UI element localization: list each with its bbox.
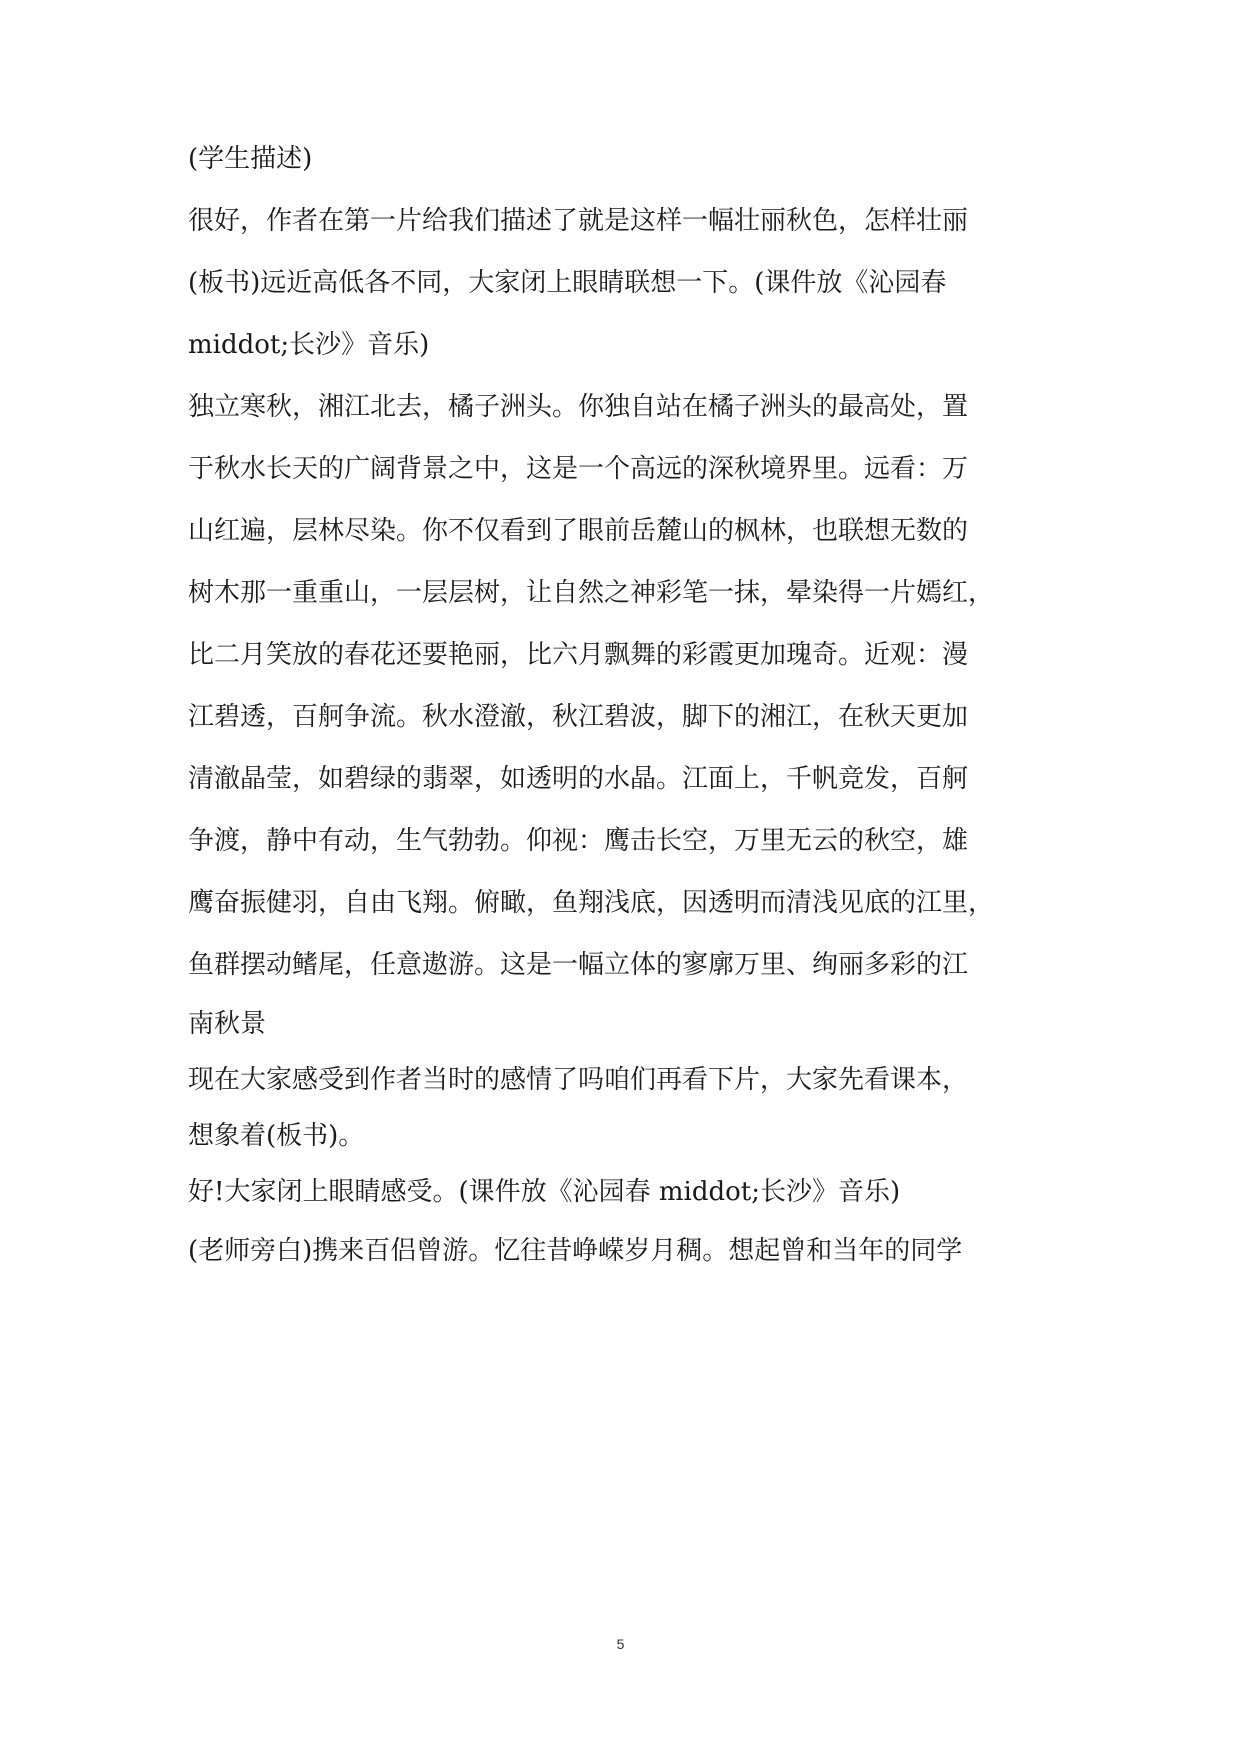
text-line: 现在大家感受到作者当时的感情了吗咱们再看下片，大家先看课本， [188, 1065, 969, 1095]
text-line: (板书)远近高低各不同，大家闭上眼睛联想一下。(课件放《沁园春 [188, 268, 947, 298]
text-line: 鹰奋振健羽，自由飞翔。俯瞰，鱼翔浅底，因透明而清浅见底的江里， [188, 888, 995, 918]
text-line: 南秋景 [188, 1009, 267, 1039]
text-line: (老师旁白)携来百侣曾游。忆往昔峥嵘岁月稠。想起曾和当年的同学 [188, 1236, 963, 1266]
page-number: 5 [616, 1636, 625, 1652]
text-line: 比二月笑放的春花还要艳丽，比六月飘舞的彩霞更加瑰奇。近观：漫 [188, 640, 969, 670]
text-line: 江碧透，百舸争流。秋水澄澈，秋江碧波，脚下的湘江，在秋天更加 [188, 702, 969, 732]
body-text [188, 128, 1063, 1282]
text-line: 于秋水长天的广阔背景之中，这是一个高远的深秋境界里。远看：万 [188, 454, 969, 484]
text-line: (学生描述) [188, 144, 313, 174]
text-line: middot;长沙》音乐) [188, 330, 430, 360]
text-line: 好!大家闭上眼睛感受。(课件放《沁园春 middot;长沙》音乐) [188, 1177, 901, 1207]
text-line: 想象着(板书)。 [188, 1121, 365, 1151]
text-line: 山红遍，层林尽染。你不仅看到了眼前岳麓山的枫林，也联想无数的 [188, 516, 969, 546]
text-line: 树木那一重重山，一层层树，让自然之神彩笔一抹，晕染得一片嫣红， [188, 578, 995, 608]
text-line: 独立寒秋，湘江北去，橘子洲头。你独自站在橘子洲头的最高处，置 [188, 392, 969, 422]
text-line: 争渡，静中有动，生气勃勃。仰视：鹰击长空，万里无云的秋空，雄 [188, 826, 969, 856]
text-line: 很好，作者在第一片给我们描述了就是这样一幅壮丽秋色，怎样壮丽 [188, 206, 969, 236]
text-line: 鱼群摆动鳍尾，任意遨游。这是一幅立体的寥廓万里、绚丽多彩的江 [188, 950, 969, 980]
text-line: 清澈晶莹，如碧绿的翡翠，如透明的水晶。江面上，千帆竞发，百舸 [188, 764, 969, 794]
